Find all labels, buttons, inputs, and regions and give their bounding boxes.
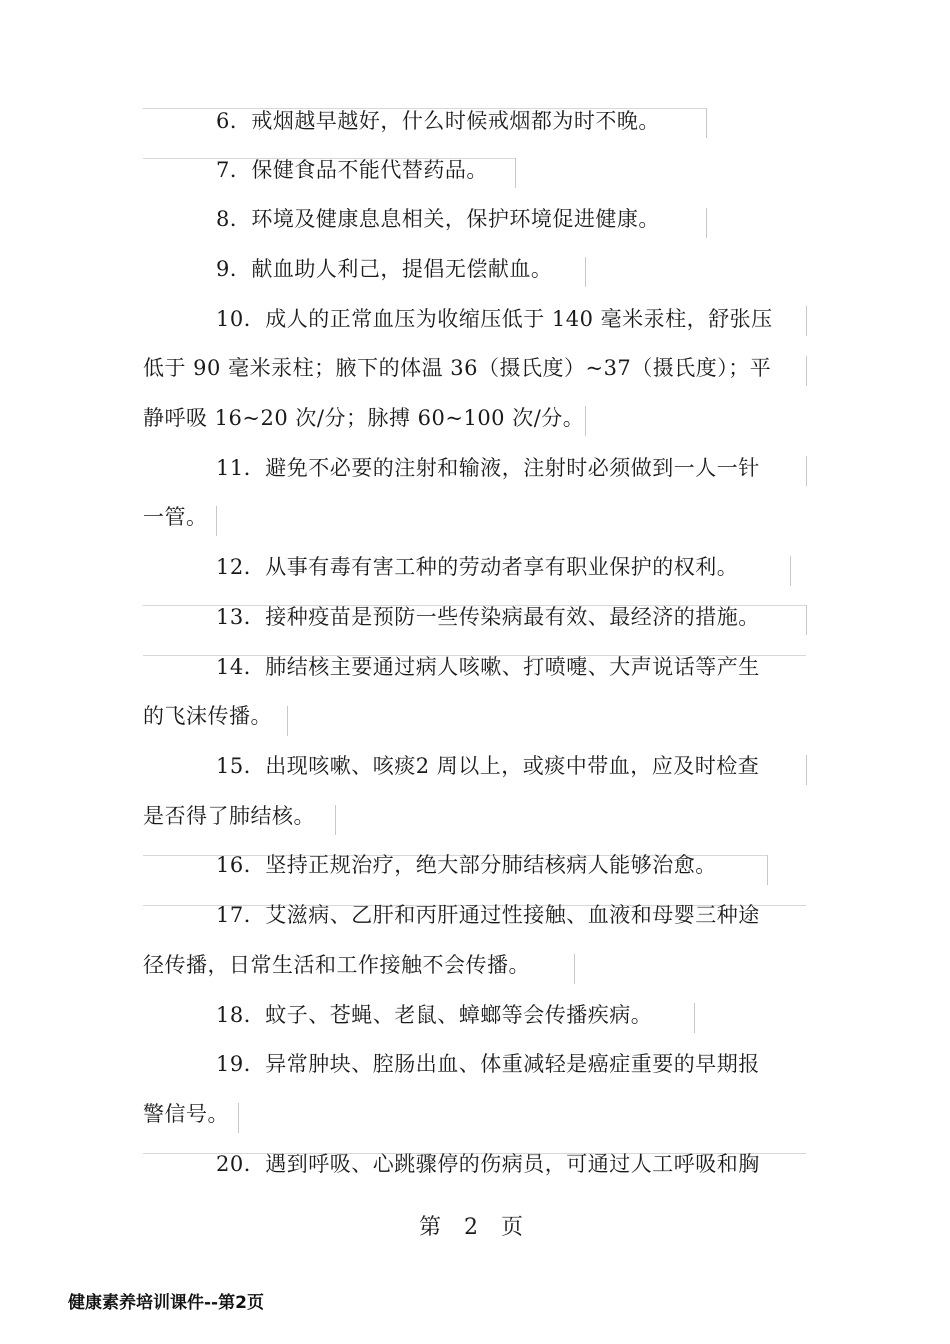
list-item-12: 12．从事有毒有害工种的劳动者享有职业保护的权利。: [216, 555, 739, 579]
guide-line: [287, 706, 288, 736]
guide-line: [515, 158, 516, 188]
guide-line: [335, 805, 336, 835]
list-item-11-line-2: 一管。: [143, 505, 208, 529]
list-item-10-line-3: 静呼吸 16~20 次/分；脉搏 60~100 次/分。: [143, 406, 585, 430]
list-item-17-line-2: 径传播，日常生活和工作接触不会传播。: [143, 953, 530, 977]
guide-line: [806, 306, 807, 336]
list-item-7: 7．保健食品不能代替药品。: [216, 158, 488, 182]
guide-line: [806, 356, 807, 386]
guide-line: [706, 208, 707, 238]
list-item-9: 9．献血助人利己，提倡无偿献血。: [216, 257, 553, 281]
guide-line: [806, 755, 807, 785]
list-item-19-line-2: 警信号。: [143, 1102, 229, 1126]
list-item-13: 13．接种疫苗是预防一些传染病最有效、最经济的措施。: [216, 605, 760, 629]
list-item-14-line-2: 的飞沫传播。: [143, 704, 272, 728]
list-item-16: 16．坚持正规治疗，绝大部分肺结核病人能够治愈。: [216, 853, 717, 877]
list-item-11-line-1: 11．避免不必要的注射和输液，注射时必须做到一人一针: [216, 456, 760, 480]
list-item-20-line-1: 20．遇到呼吸、心跳骤停的伤病员，可通过人工呼吸和胸: [216, 1152, 760, 1176]
guide-line: [806, 456, 807, 486]
list-item-8: 8．环境及健康息息相关，保护环境促进健康。: [216, 207, 660, 231]
list-item-6: 6．戒烟越早越好，什么时候戒烟都为时不晚。: [216, 109, 660, 133]
list-item-19-line-1: 19．异常肿块、腔肠出血、体重减轻是癌症重要的早期报: [216, 1052, 760, 1076]
guide-line: [238, 1103, 239, 1133]
list-item-18: 18．蚊子、苍蝇、老鼠、蟑螂等会传播疾病。: [216, 1003, 653, 1027]
footer-title: 健康素养培训课件--第2页: [68, 1293, 264, 1313]
list-item-15-line-2: 是否得了肺结核。: [143, 804, 315, 828]
list-item-15-line-1: 15．出现咳嗽、咳痰2 周以上，或痰中带血，应及时检查: [216, 754, 760, 778]
list-item-14-line-1: 14．肺结核主要通过病人咳嗽、打喷嚏、大声说话等产生: [216, 655, 760, 679]
guide-line: [806, 605, 807, 635]
guide-line: [706, 108, 707, 138]
list-item-10-line-1: 10．成人的正常血压为收缩压低于 140 毫米汞柱，舒张压: [216, 307, 773, 331]
page-number: 第 2 页: [419, 1215, 531, 1240]
guide-line: [585, 257, 586, 287]
guide-line: [585, 406, 586, 436]
guide-line: [694, 1003, 695, 1033]
guide-line: [216, 506, 217, 536]
guide-line: [767, 855, 768, 885]
guide-line: [574, 954, 575, 984]
guide-line: [790, 556, 791, 586]
list-item-17-line-1: 17．艾滋病、乙肝和丙肝通过性接触、血液和母婴三种途: [216, 903, 760, 927]
list-item-10-line-2: 低于 90 毫米汞柱；腋下的体温 36（摄氏度）~37（摄氏度）；平: [143, 356, 772, 380]
